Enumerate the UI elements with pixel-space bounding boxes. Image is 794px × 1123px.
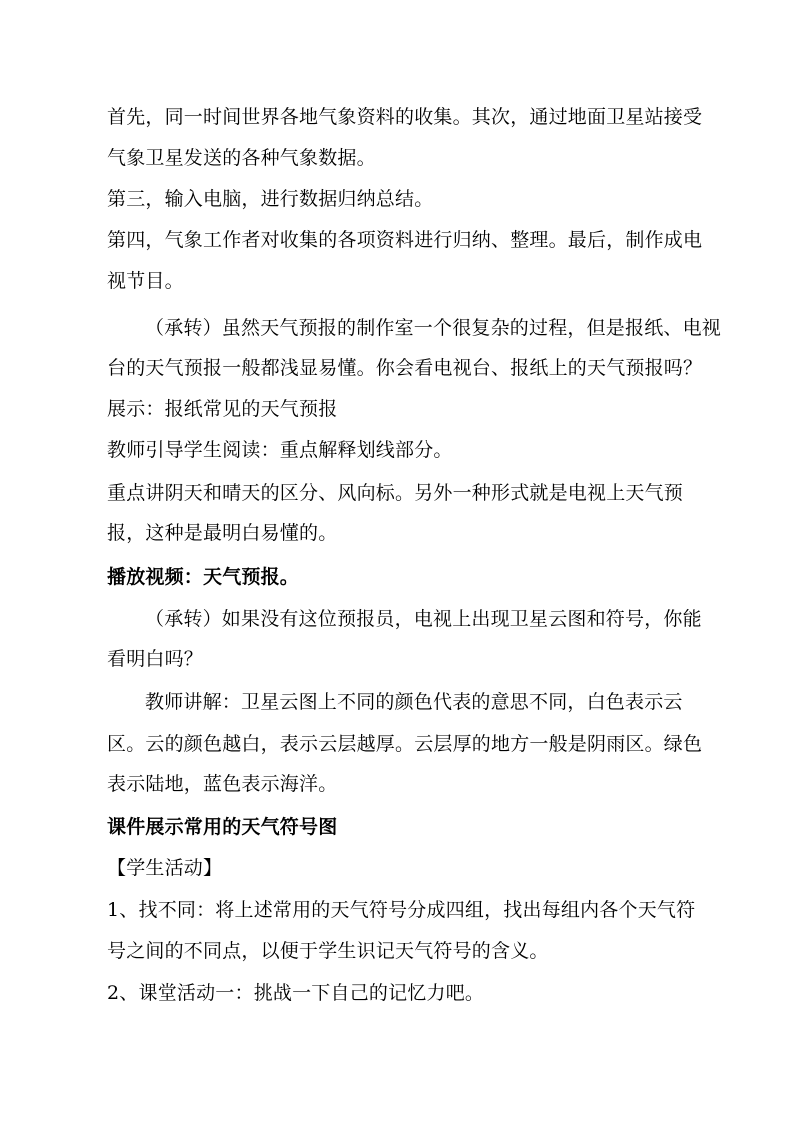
paragraph-line-7: 台的天气预报一般都浅显易懂。你会看电视台、报纸上的天气预报吗？: [107, 357, 703, 379]
paragraph-line-21: 号之间的不同点，以便于学生识记天气符号的含义。: [107, 940, 549, 962]
paragraph-line-4: 第四，气象工作者对收集的各项资料进行归纳、整理。最后，制作成电: [107, 229, 703, 251]
paragraph-line-14: 看明白吗？: [107, 648, 204, 670]
section-heading-symbols: 课件展示常用的天气符号图: [107, 816, 338, 838]
paragraph-line-11: 报，这种是最明白易懂的。: [107, 522, 338, 544]
paragraph-line-5: 视节目。: [107, 270, 184, 292]
paragraph-line-15: 教师讲解：卫星云图上不同的颜色代表的意思不同，白色表示云: [145, 691, 683, 713]
paragraph-line-20: 1、找不同：将上述常用的天气符号分成四组，找出每组内各个天气符: [107, 899, 696, 921]
paragraph-line-1: 首先，同一时间世界各地气象资料的收集。其次，通过地面卫星站接受: [107, 106, 703, 128]
paragraph-line-13: （承转）如果没有这位预报员，电视上出现卫星云图和符号，你能: [145, 608, 702, 630]
paragraph-line-3: 第三，输入电脑，进行数据归纳总结。: [107, 188, 434, 210]
paragraph-line-6: （承转）虽然天气预报的制作室一个很复杂的过程，但是报纸、电视: [145, 317, 722, 339]
paragraph-line-17: 表示陆地，蓝色表示海洋。: [107, 773, 338, 795]
paragraph-line-16: 区。云的颜色越白，表示云层越厚。云层厚的地方一般是阴雨区。绿色: [107, 733, 703, 755]
paragraph-line-10: 重点讲阴天和晴天的区分、风向标。另外一种形式就是电视上天气预: [107, 482, 684, 504]
paragraph-line-9: 教师引导学生阅读：重点解释划线部分。: [107, 439, 453, 461]
paragraph-line-2: 气象卫星发送的各种气象数据。: [107, 147, 376, 169]
section-heading-video: 播放视频：天气预报。: [107, 566, 300, 588]
section-heading-student-activity: 【学生活动】: [107, 857, 223, 879]
paragraph-line-8: 展示：报纸常见的天气预报: [107, 398, 338, 420]
paragraph-line-22: 2、课堂活动一：挑战一下自己的记忆力吧。: [107, 982, 485, 1004]
